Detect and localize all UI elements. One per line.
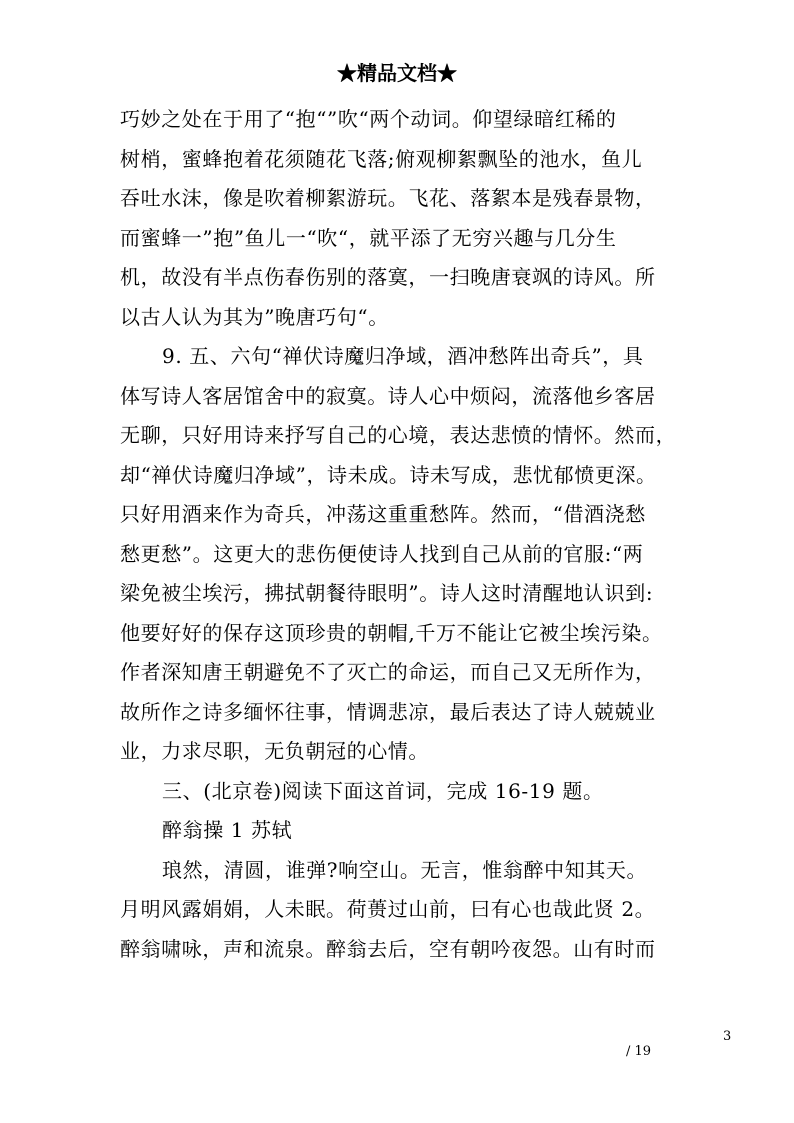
page-total: / 19 (626, 1044, 652, 1059)
text-line: 吞吐水沫，像是吹着柳絮游玩。飞花、落絮本是残春景物， (120, 186, 656, 210)
text-line: 他要好好的保存这顶珍贵的朝帽,千万不能让它被尘埃污染。 (120, 620, 663, 645)
text-line: 以古人认为其为”晚唐巧句“。 (120, 304, 389, 329)
text-line: 愁更愁”。这更大的悲伤便使诗人找到自己从前的官服:“两 (120, 541, 644, 566)
text-line: 无聊，只好用诗来抒写自己的心境，表达悲愤的情怀。然而， (120, 423, 677, 447)
poem-line: 月明风露娟娟，人未眠。荷蒉过山前，曰有心也哉此贤 2。 (120, 897, 656, 921)
section-heading: 三、(北京卷)阅读下面这首词，完成 16-19 题。 (162, 778, 604, 803)
page-number: 3 (723, 1029, 732, 1044)
poem-title: 醉翁操 1 苏轼 (162, 818, 293, 842)
text-line: 体写诗人客居馆舍中的寂寞。诗人心中烦闷，流落他乡客居 (120, 383, 656, 408)
document-header-title: ★精品文档★ (337, 61, 457, 85)
text-line: 梁免被尘埃污，拂拭朝餐待眼明”。诗人这时清醒地认识到: (120, 581, 654, 605)
text-line: 作者深知唐王朝避免不了灭亡的命运，而自己又无所作为， (120, 660, 656, 684)
text-line: 故所作之诗多缅怀往事，情调悲凉，最后表达了诗人兢兢业 (120, 699, 656, 724)
text-line: 业，力求尽职，无负朝冠的心情。 (120, 739, 429, 763)
text-line: 树梢，蜜蜂抱着花须随花飞落;俯观柳絮飘坠的池水，鱼儿 (120, 146, 643, 171)
poem-line: 醉翁啸咏，声和流泉。醉翁去后，空有朝吟夜怨。山有时而 (120, 936, 656, 961)
text-line: 只好用酒来作为奇兵，冲荡这重重愁阵。然而，“借酒浇愁 (120, 502, 646, 526)
poem-line: 琅然，清圆，谁弹?响空山。无言，惟翁醉中知其天。 (162, 857, 648, 882)
text-line: 9. 五、六句“禅伏诗魔归净域，酒冲愁阵出奇兵”，具 (162, 344, 644, 368)
text-line: 却“禅伏诗魔归净域”，诗未成。诗未写成，悲忧郁愤更深。 (120, 462, 657, 487)
text-line: 而蜜蜂一”抱”鱼儿一“吹“，就平添了无穷兴趣与几分生 (120, 225, 617, 250)
text-line: 巧妙之处在于用了“抱“”吹“两个动词。仰望绿暗红稀的 (120, 107, 617, 131)
text-line: 机，故没有半点伤春伤别的落寞，一扫晚唐衰飒的诗风。所 (120, 265, 656, 289)
document-body (120, 100, 680, 969)
